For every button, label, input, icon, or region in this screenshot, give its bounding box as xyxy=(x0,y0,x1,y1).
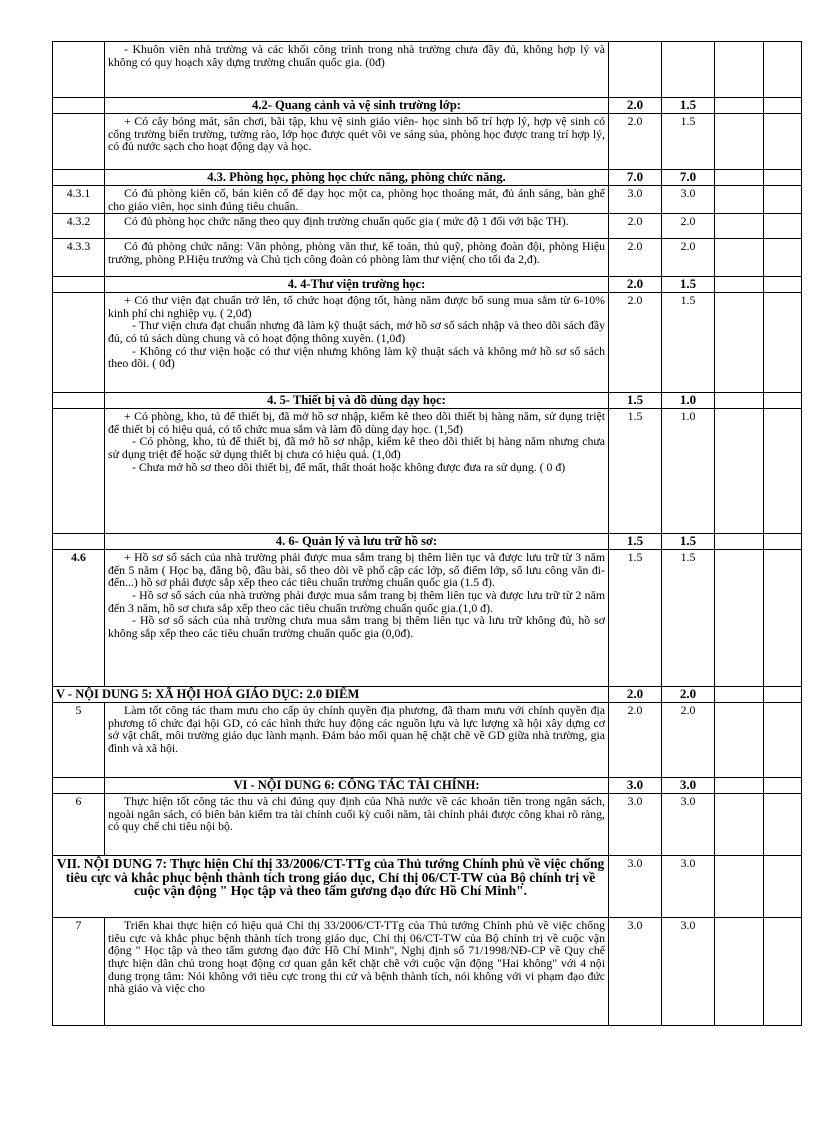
self-score: 1.5 xyxy=(662,534,715,550)
criterion-paragraph: Thực hiện tốt công tác thu và chi đúng quy định của Nhà nước về các khoản tiền trong ngân sách, ngoài ngân sách, có biên bản kiểm tra tài chính cuối kỳ cuối năm, tài chính phải được công khai rõ ràng, có quy chế chi tiêu nội bộ. xyxy=(108,794,605,834)
criterion-code xyxy=(53,98,105,114)
criterion-paragraph: Có đủ phòng học chức năng theo quy định trường chuẩn quốc gia ( mức độ 1 đối với bậc TH). xyxy=(124,214,569,229)
criterion-paragraph: - Hồ sơ sổ sách của nhà trường phải được mua sắm trang bị thêm liên tục và được lưu trữ từ 2 năm đến 3 năm, hồ sơ chưa sắp xếp theo các tiêu chuẩn trường chuẩn quốc gia.(1,0 đ). xyxy=(108,587,605,615)
blank-cell xyxy=(764,393,802,409)
criterion-content xyxy=(105,703,609,778)
section-heading-cell xyxy=(53,687,609,703)
blank-cell xyxy=(715,42,764,98)
criterion-content xyxy=(105,918,609,1026)
blank-cell xyxy=(764,534,802,550)
blank-cell xyxy=(715,186,764,214)
blank-cell xyxy=(764,794,802,856)
criterion-content xyxy=(105,239,609,277)
criterion-paragraph: - Khuôn viên nhà trường và các khối công trình trong nhà trường chưa đầy đủ, không hợp lý và không có quy hoạch xây dựng trường chuẩn quốc gia. (0đ) xyxy=(108,42,605,69)
blank-cell xyxy=(764,687,802,703)
criterion-code: 4.3.3 xyxy=(53,239,105,277)
max-score: 3.0 xyxy=(609,918,662,1026)
table-row xyxy=(53,114,802,170)
self-score xyxy=(662,42,715,98)
blank-cell xyxy=(764,778,802,794)
blank-cell xyxy=(715,856,764,918)
criterion-code xyxy=(53,393,105,409)
max-score: 2.0 xyxy=(609,277,662,293)
max-score: 2.0 xyxy=(609,703,662,778)
subsection-heading: 4. 4-Thư viện trường học: xyxy=(287,277,426,292)
table-row xyxy=(53,277,802,293)
criterion-content xyxy=(105,42,609,98)
criterion-content xyxy=(105,214,609,239)
criterion-paragraph: + Hồ sơ sổ sách của nhà trường phải được mua sắm trang bị thêm liên tục và được lưu trữ từ 3 năm đến 5 năm ( Học bạ, đăng bộ, đầu bài, sổ theo dõi về phổ cập các lớp, sổ điểm lớp, sổ lưu công văn đi-đến...) hồ sơ phải được sắp xếp theo các tiêu chuẩn trường chuẩn quốc gia (1.5 đ). xyxy=(108,550,605,590)
blank-cell xyxy=(764,114,802,170)
subsection-heading: 4.2- Quang cảnh và vệ sinh trường lớp: xyxy=(252,98,461,112)
max-score: 1.5 xyxy=(609,534,662,550)
criterion-code xyxy=(53,42,105,98)
table-row xyxy=(53,293,802,393)
blank-cell xyxy=(764,186,802,214)
criterion-paragraph: Có đủ phòng kiên cố, bán kiên cố để dạy học một ca, phòng học thoáng mát, đủ ánh sáng, bàn ghế cho giáo viên, học sinh đúng tiêu chuẩn. xyxy=(108,186,605,213)
table-row xyxy=(53,214,802,239)
max-score: 1.5 xyxy=(609,550,662,687)
criterion-content xyxy=(105,277,609,293)
criterion-content xyxy=(105,293,609,393)
criterion-paragraph: Làm tốt công tác tham mưu cho cấp ủy chính quyền địa phương, đã tham mưu với chính quyền địa phương tổ chức đại hội GD, có các hình thức huy động các nguồn lựu và lực lượng xã hội xây dựng cơ sở vật chất, môi trường giáo dục lành mạnh. Đảm bảo mối quan hệ chặt chẽ về GD giữa nhà trường, gia đình và xã hội. xyxy=(108,703,605,755)
blank-cell xyxy=(715,534,764,550)
blank-cell xyxy=(764,409,802,534)
max-score: 2.0 xyxy=(609,114,662,170)
criterion-code xyxy=(53,778,105,794)
criterion-content xyxy=(105,186,609,214)
blank-cell xyxy=(764,918,802,1026)
table-row xyxy=(53,687,802,703)
criterion-content xyxy=(105,778,609,794)
max-score: 3.0 xyxy=(609,856,662,918)
section-heading-cell xyxy=(53,856,609,918)
criterion-paragraph: - Hồ sơ sổ sách của nhà trường chưa mua sắm trang bị thêm liên tục và lưu trữ không đủ, hồ sơ không sắp xếp theo các tiêu chuẩn trường chuẩn quốc gia (0,0đ). xyxy=(108,613,605,640)
self-score: 3.0 xyxy=(662,794,715,856)
blank-cell xyxy=(715,550,764,687)
max-score: 3.0 xyxy=(609,778,662,794)
blank-cell xyxy=(764,856,802,918)
table-row xyxy=(53,98,802,114)
blank-cell xyxy=(764,550,802,687)
max-score: 3.0 xyxy=(609,794,662,856)
table-row xyxy=(53,393,802,409)
criterion-code xyxy=(53,409,105,534)
max-score: 1.5 xyxy=(609,409,662,534)
blank-cell xyxy=(715,794,764,856)
self-score: 2.0 xyxy=(662,687,715,703)
evaluation-table xyxy=(52,41,802,1026)
max-score: 2.0 xyxy=(609,293,662,393)
criterion-paragraph: - Chưa mở hồ sơ theo dõi thiết bị, để mất, thất thoát hoặc không được đưa ra sử dụng. ( 0 đ) xyxy=(132,459,566,474)
self-score: 1.5 xyxy=(662,293,715,393)
blank-cell xyxy=(715,214,764,239)
self-score: 3.0 xyxy=(662,918,715,1026)
blank-cell xyxy=(715,293,764,393)
self-score: 2.0 xyxy=(662,703,715,778)
blank-cell xyxy=(764,293,802,393)
blank-cell xyxy=(715,918,764,1026)
criterion-paragraph: Có đủ phòng chức năng: Văn phòng, phòng văn thư, kế toán, thủ quỹ, phòng đoàn đội, phòng Hiệu trưởng, phòng P.Hiệu trưởng và Chủ tịch công đoàn có phòng làm thư viện( cho tối đa 2,đ). xyxy=(108,239,605,266)
blank-cell xyxy=(715,239,764,277)
blank-cell xyxy=(764,239,802,277)
max-score: 2.0 xyxy=(609,214,662,239)
blank-cell xyxy=(715,114,764,170)
blank-cell xyxy=(764,703,802,778)
subsection-heading: 4. 6- Quản lý và lưu trữ hồ sơ: xyxy=(275,534,438,549)
criterion-content xyxy=(105,98,609,114)
criterion-content xyxy=(105,550,609,687)
criterion-content xyxy=(105,794,609,856)
criterion-paragraph: + Có thư viện đạt chuẩn trở lên, tổ chức hoạt động tốt, hàng năm được bổ sung mua sắm từ 6-10% kinh phí chi nghiệp vụ. ( 2,0đ) xyxy=(108,293,605,320)
criterion-paragraph: - Có phòng, kho, tủ để thiết bị, đã mở hồ sơ nhập, kiểm kê theo dõi thiết bị hàng năm nhưng chưa sử dụng triệt để hoặc sử dụng thiết bị chưa có hiệu quả. (1,0đ) xyxy=(108,434,605,461)
blank-cell xyxy=(715,393,764,409)
table-row xyxy=(53,550,802,687)
blank-cell xyxy=(715,687,764,703)
blank-cell xyxy=(764,277,802,293)
table-row xyxy=(53,42,802,98)
criterion-content xyxy=(105,534,609,550)
criterion-content xyxy=(105,170,609,186)
criterion-content xyxy=(105,409,609,534)
criterion-code: 4.3.1 xyxy=(53,186,105,214)
self-score: 2.0 xyxy=(662,214,715,239)
table-row xyxy=(53,239,802,277)
table-row xyxy=(53,918,802,1026)
blank-cell xyxy=(715,277,764,293)
criterion-code: 5 xyxy=(53,703,105,778)
section-heading: VII. NỘI DUNG 7: Thực hiện Chỉ thị 33/2006/CT-TTg của Thủ tướng Chính phủ về việc chống tiêu cực và khắc phục bệnh thành tích trong giáo dục, Chỉ thị 06/CT-TW của Bộ chính trị về cuộc vận động " Học tập và theo tấm gương đạo đức Hồ Chí Minh". xyxy=(56,856,605,899)
table-row xyxy=(53,778,802,794)
max-score: 2.0 xyxy=(609,239,662,277)
criterion-paragraph: - Không có thư viện hoặc có thư viện nhưng không làm kỹ thuật sách và không mở hồ sơ sổ sách theo dõi. ( 0đ) xyxy=(108,343,605,371)
max-score: 2.0 xyxy=(609,98,662,114)
self-score: 7.0 xyxy=(662,170,715,186)
self-score: 3.0 xyxy=(662,856,715,918)
max-score xyxy=(609,42,662,98)
criterion-code xyxy=(53,293,105,393)
self-score: 1.5 xyxy=(662,98,715,114)
criterion-code xyxy=(53,277,105,293)
document-page xyxy=(52,41,801,1026)
criterion-paragraph: Triển khai thực hiện có hiệu quả Chỉ thị 33/2006/CT-TTg của Thủ tướng Chính phủ về việc chống tiêu cực và khắc phục bệnh thành tích trong giáo dục, Chỉ thị 06/CT-TW của Bộ chính trị về cuộc vận động " Học tập và theo tấm gương đạo đức Hồ Chí Minh", Nghị định số 71/1998/NĐ-CP về Quy chế thực hiện dân chủ trong hoạt động cơ quan gắn kết chặt chẽ với cuộc vận động "Hai không" với 4 nội dung trọng tâm: Nói không với tiêu cực trong thi cử và bệnh thành tích, nói không với vi phạm đạo đức nhà giáo và việc cho xyxy=(108,918,605,996)
blank-cell xyxy=(715,703,764,778)
blank-cell xyxy=(715,409,764,534)
max-score: 1.5 xyxy=(609,393,662,409)
criterion-code: 7 xyxy=(53,918,105,1026)
max-score: 2.0 xyxy=(609,687,662,703)
self-score: 1.5 xyxy=(662,550,715,687)
subsection-heading: 4. 5- Thiết bị và đồ dùng dạy học: xyxy=(267,393,446,408)
max-score: 7.0 xyxy=(609,170,662,186)
self-score: 3.0 xyxy=(662,778,715,794)
criterion-code: 4.3.2 xyxy=(53,214,105,239)
table-row xyxy=(53,703,802,778)
criterion-content xyxy=(105,114,609,170)
subsection-heading: VI - NỘI DUNG 6: CÔNG TÁC TÀI CHÍNH: xyxy=(233,778,480,793)
self-score: 1.5 xyxy=(662,114,715,170)
self-score: 1.0 xyxy=(662,393,715,409)
blank-cell xyxy=(764,98,802,114)
self-score: 3.0 xyxy=(662,186,715,214)
blank-cell xyxy=(764,42,802,98)
section-heading: V - NỘI DUNG 5: XÃ HỘI HOÁ GIÁO DỤC: 2.0 ĐIỂM xyxy=(56,687,360,702)
table-row xyxy=(53,186,802,214)
criterion-content xyxy=(105,393,609,409)
table-row xyxy=(53,856,802,918)
criterion-code xyxy=(53,170,105,186)
table-row xyxy=(53,534,802,550)
criterion-code: 4.6 xyxy=(53,550,105,687)
max-score: 3.0 xyxy=(609,186,662,214)
blank-cell xyxy=(715,98,764,114)
criterion-paragraph: + Có phòng, kho, tủ để thiết bị, đã mở hồ sơ nhập, kiểm kê theo dõi thiết bị hàng năm, sử dụng triệt để thiết bị có hiệu quả, có tổ chức mua sắm và làm đồ dùng dạy học. (1,5đ) xyxy=(108,409,605,436)
table-row xyxy=(53,170,802,186)
criterion-paragraph: - Thư viện chưa đạt chuẩn nhưng đã làm kỹ thuật sách, mở hồ sơ sổ sách nhập và theo dõi sách đầy đủ, có tủ sách dùng chung và có hoạt động thông xuyên. (1,0đ) xyxy=(108,318,605,345)
subsection-heading: 4.3. Phòng học, phòng học chức năng, phòng chức năng. xyxy=(207,170,506,184)
table-row xyxy=(53,794,802,856)
criterion-code xyxy=(53,114,105,170)
criterion-code xyxy=(53,534,105,550)
blank-cell xyxy=(764,214,802,239)
blank-cell xyxy=(764,170,802,186)
criterion-paragraph: + Có cây bóng mát, sân chơi, bãi tập, khu vệ sinh giáo viên- học sinh bố trí hợp lý, hợp vệ sinh có cổng trường biển trường, tường rào, lớp học được quét vôi ve sáng sủa, phòng học được trang trí hợp lý, có đủ nước sạch cho hoạt động dạy và học. xyxy=(108,114,605,154)
blank-cell xyxy=(715,170,764,186)
self-score: 1.0 xyxy=(662,409,715,534)
blank-cell xyxy=(715,778,764,794)
table-row xyxy=(53,409,802,534)
self-score: 1.5 xyxy=(662,277,715,293)
self-score: 2.0 xyxy=(662,239,715,277)
criterion-code: 6 xyxy=(53,794,105,856)
